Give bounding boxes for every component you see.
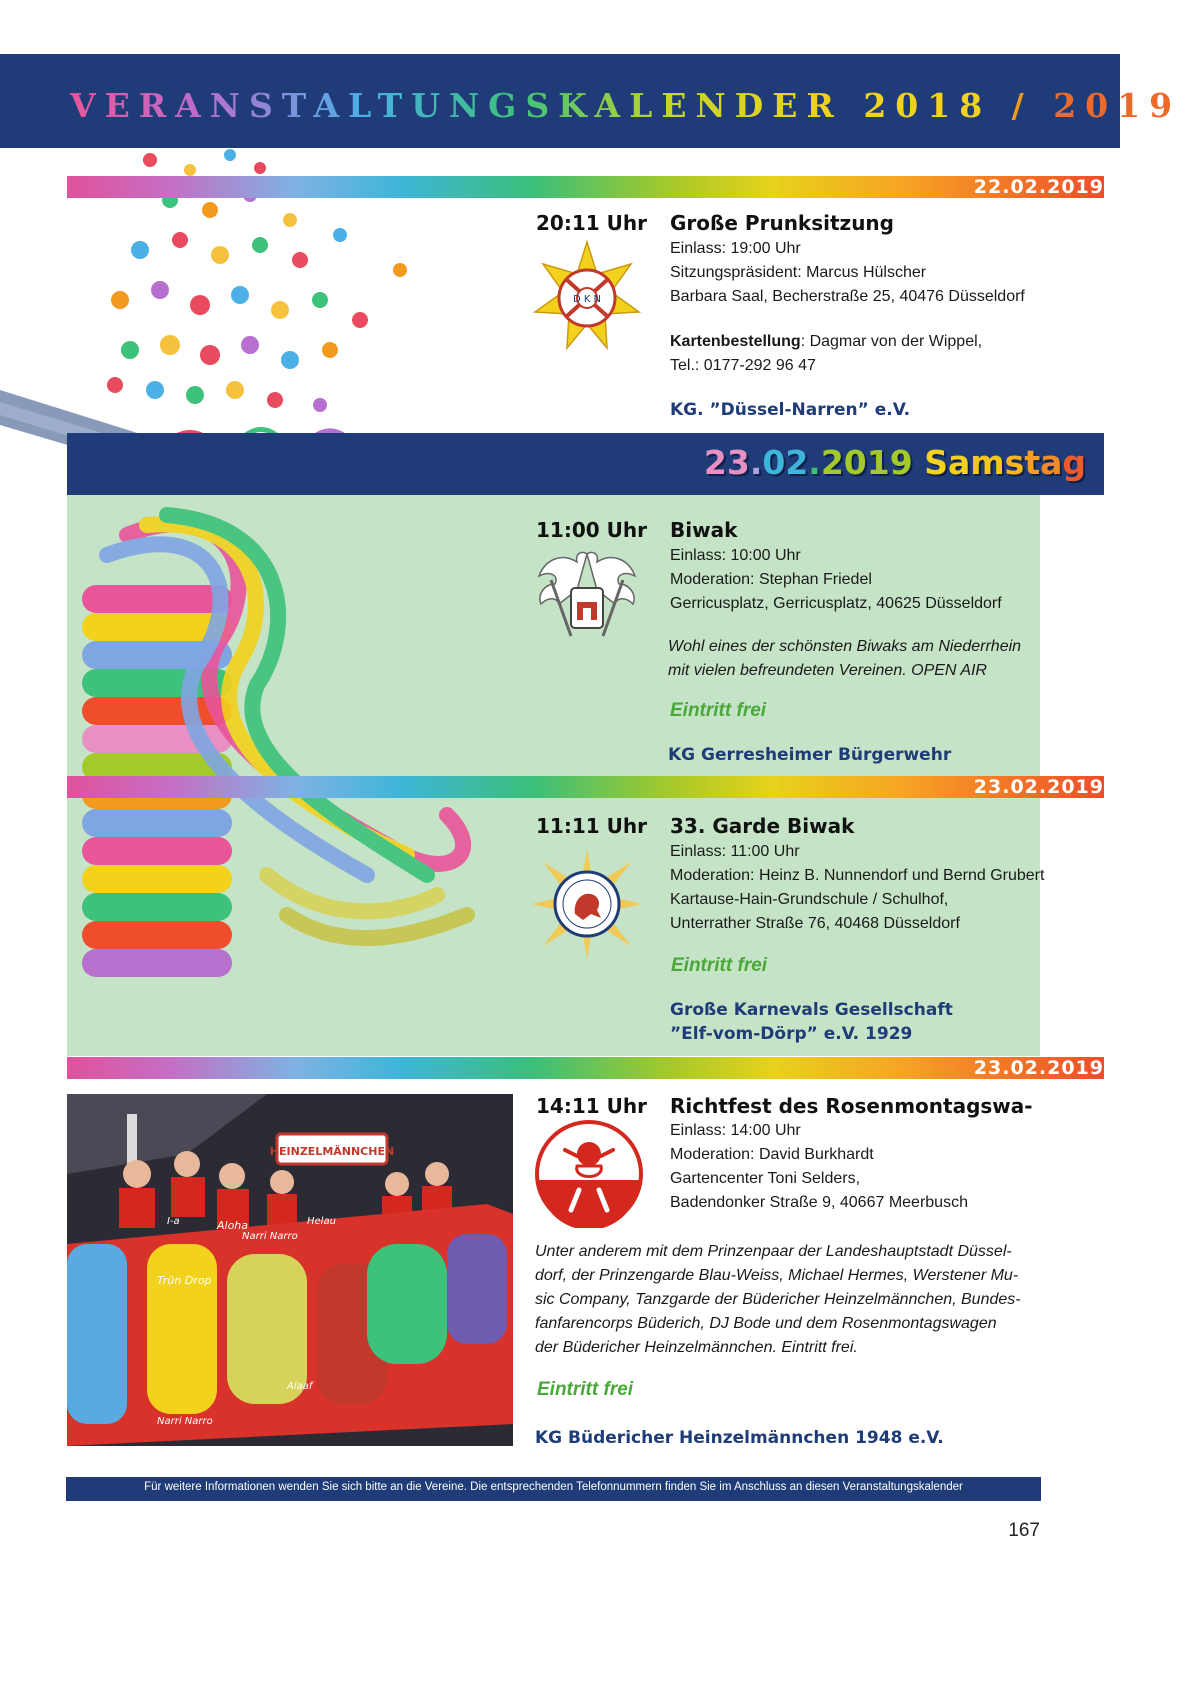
event-info-line: Gerricusplatz, Gerricusplatz, 40625 Düsseldorf — [670, 595, 1002, 612]
carnival-float-photo-icon — [67, 1094, 513, 1446]
svg-text:HEINZELMÄNNCHEN: HEINZELMÄNNCHEN — [269, 1145, 395, 1158]
svg-text:Aloha: Aloha — [217, 1219, 249, 1232]
title-word: VERANSTALTUNGSKALENDER — [70, 86, 843, 125]
title-year-b: 2019 — [1053, 86, 1182, 125]
event-description: mit vielen befreundeten Vereinen. OPEN AIR — [668, 662, 987, 679]
event-description: der Büdericher Heinzelmännchen. Eintritt frei. — [535, 1339, 858, 1356]
red-jester-circle-icon — [535, 1120, 643, 1228]
free-entry-label: Eintritt frei — [537, 1379, 634, 1400]
event-info-line: Einlass: 14:00 Uhr — [670, 1122, 801, 1139]
page-number: 167 — [1008, 1520, 1040, 1541]
star-medal-lion-icon — [531, 848, 643, 960]
free-entry-label: Eintritt frei — [670, 700, 767, 721]
ticket-order-line — [670, 333, 982, 351]
event-title: 33. Garde Biwak — [670, 814, 855, 838]
svg-text:Alaaf: Alaaf — [287, 1381, 313, 1392]
eagle-crest-icon — [531, 540, 643, 652]
event-date: 23.02.2019 — [973, 776, 1104, 798]
event-info-line: Badendonker Straße 9, 40667 Meerbusch — [670, 1194, 968, 1211]
ticket-order-label: Kartenbestellung — [670, 333, 801, 350]
event-time: 11:00 Uhr — [536, 518, 647, 542]
event-info-line: Einlass: 19:00 Uhr — [670, 240, 801, 257]
phone-number: Tel.: 0177-292 96 47 — [670, 357, 816, 374]
date-bar-1 — [67, 176, 1104, 198]
free-entry-label: Eintritt frei — [671, 955, 768, 976]
event-time: 11:11 Uhr — [536, 814, 647, 838]
svg-text:Narri Narro: Narri Narro — [157, 1416, 213, 1427]
svg-text:Helau: Helau — [307, 1216, 336, 1227]
event-time: 20:11 Uhr — [536, 211, 647, 235]
star-emblem-dkn-icon — [531, 240, 643, 352]
event-info-line: Sitzungspräsident: Marcus Hülscher — [670, 264, 927, 281]
event-title: Große Prunksitzung — [670, 211, 894, 235]
event-title: Biwak — [670, 518, 738, 542]
event-description: Unter anderem mit dem Prinzenpaar der Landeshauptstadt Düssel- — [535, 1243, 1012, 1260]
event-info-line: Moderation: David Burkhardt — [670, 1146, 874, 1163]
page-title — [70, 86, 1181, 125]
svg-text:Trün Drop: Trün Drop — [157, 1274, 212, 1287]
club-name: KG Büdericher Heinzelmännchen 1948 e.V. — [535, 1428, 944, 1448]
event-info-line: Unterrather Straße 76, 40468 Düsseldorf — [670, 915, 960, 932]
club-name: KG Gerresheimer Bürgerwehr — [668, 745, 952, 765]
club-name: ”Elf-vom-Dörp” e.V. 1929 — [670, 1024, 913, 1044]
event-info-line: Moderation: Heinz B. Nunnendorf und Bernd Grubert — [670, 867, 1045, 884]
club-name: Große Karnevals Gesellschaft — [670, 1000, 953, 1020]
svg-text:Narri Narro: Narri Narro — [242, 1231, 298, 1242]
event-description: dorf, der Prinzengarde Blau-Weiss, Michael Hermes, Werstener Mu- — [535, 1267, 1019, 1284]
footer-note: Für weitere Informationen wenden Sie sich bitte an die Vereine. Die entsprechenden Telefonnummern finden Sie im Anschluss an diesen Veranstaltungskalender — [144, 1481, 963, 1493]
event-description: Wohl eines der schönsten Biwaks am Niederrhein — [668, 638, 1022, 655]
event-description: fanfarencorps Büderich, DJ Bode und dem Rosenmontagswagen — [535, 1315, 997, 1332]
event-time: 14:11 Uhr — [536, 1094, 647, 1118]
club-name: KG. ”Düssel-Narren” e.V. — [670, 400, 911, 420]
title-separator: / — [991, 86, 1054, 125]
event-title: Richtfest des Rosenmontagswa- — [670, 1094, 1033, 1118]
event-date: 22.02.2019 — [973, 176, 1104, 198]
event-date: 23.02.2019 — [973, 1057, 1104, 1079]
ticket-order-contact: : Dagmar von der Wippel, — [800, 333, 983, 350]
event-info-line: Moderation: Stephan Friedel — [670, 571, 872, 588]
event-info-line: Barbara Saal, Becherstraße 25, 40476 Düsseldorf — [670, 288, 1025, 305]
event-description: sic Company, Tanzgarde der Büdericher Heinzelmännchen, Bundes- — [535, 1291, 1021, 1308]
day-header-title: 23.02.2019 Samstag — [703, 443, 1086, 482]
streamer-roll-icon — [67, 495, 527, 1055]
event-info-line: Kartause-Hain-Grundschule / Schulhof, — [670, 891, 949, 908]
date-bar-3 — [67, 1057, 1104, 1079]
event-info-line: Einlass: 10:00 Uhr — [670, 547, 801, 564]
title-year-a: 2018 — [863, 86, 992, 125]
event-info-line: Einlass: 11:00 Uhr — [670, 843, 800, 860]
date-bar-2 — [67, 776, 1104, 798]
event-info-line: Gartencenter Toni Selders, — [670, 1170, 861, 1187]
svg-text:D K N: D K N — [572, 294, 602, 305]
svg-text:I-a: I-a — [167, 1216, 180, 1227]
